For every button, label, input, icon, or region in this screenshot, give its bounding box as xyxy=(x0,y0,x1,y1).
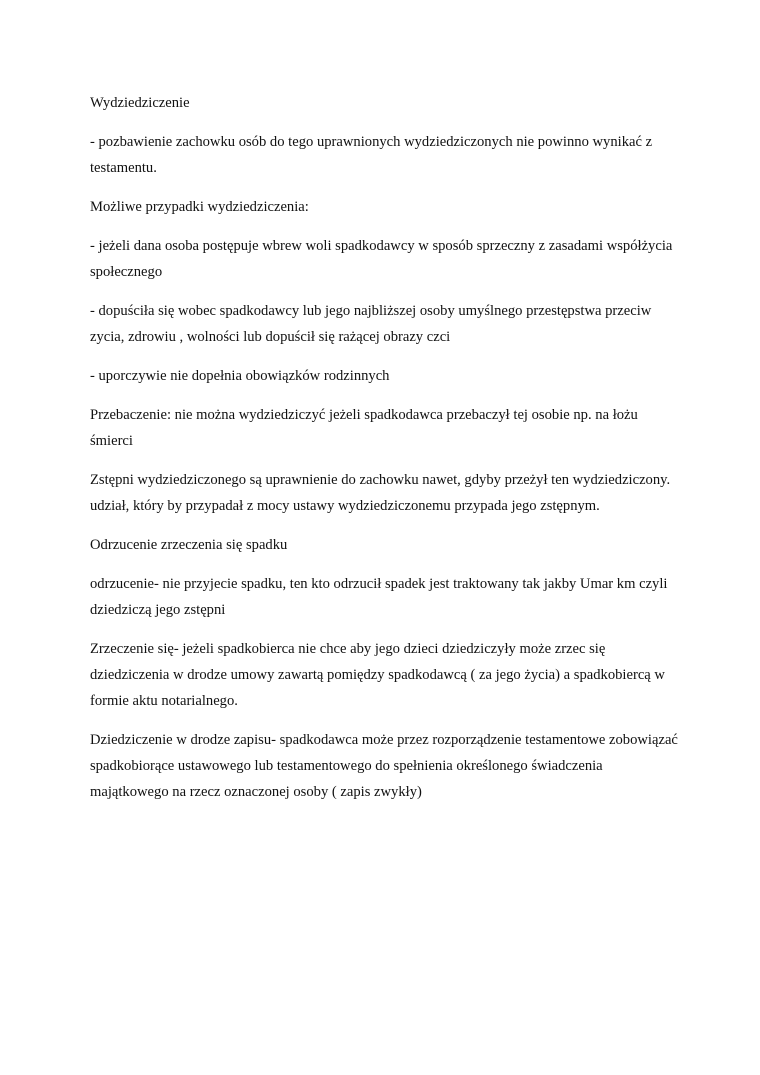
document-title: Wydziedziczenie xyxy=(90,95,190,111)
paragraph-case-1: - jeżeli dana osoba postępuje wbrew woli spadkodawcy w sposób sprzeczny z zasadami współżycia społecznego xyxy=(90,238,673,280)
paragraph-definition: - pozbawienie zachowku osób do tego uprawnionych wydziedziczonych nie powinno wynikać z testamentu. xyxy=(90,134,653,176)
paragraph-renunciation: Zrzeczenie się- jeżeli spadkobierca nie chce aby jego dzieci dziedziczyły może zrzec się dziedziczenia w drodze umowy zawartą pomiędzy spadkodawcą ( za jego życia) a spadkobiercą w formie aktu notarialnego. xyxy=(90,641,665,709)
paragraph-rejection: odrzucenie- nie przyjecie spadku, ten kto odrzucił spadek jest traktowany tak jakby Umar km czyli dziedziczą jego zstępni xyxy=(90,576,668,618)
document-body xyxy=(90,90,680,818)
paragraph-cases-heading: Możliwe przypadki wydziedziczenia: xyxy=(90,199,309,215)
paragraph-renunciation-heading: Odrzucenie zrzeczenia się spadku xyxy=(90,537,288,553)
paragraph-case-3: - uporczywie nie dopełnia obowiązków rodzinnych xyxy=(90,368,390,384)
paragraph-descendants: Zstępni wydziedziczonego są uprawnienie do zachowku nawet, gdyby przeżył ten wydziedziczony. udział, który by przypadał z mocy ustawy wydziedziczonemu przypada jego zstępnym. xyxy=(90,472,671,514)
paragraph-legacy: Dziedziczenie w drodze zapisu- spadkodawca może przez rozporządzenie testamentowe zobowiązać spadkobiorące ustawowego lub testamentowego do spełnienia określonego świadczenia majątkowego na rzecz oznaczonej osoby ( zapis zwykły) xyxy=(90,732,678,800)
paragraph-forgiveness: Przebaczenie: nie można wydziedziczyć jeżeli spadkodawca przebaczył tej osobie np. na łożu śmierci xyxy=(90,407,638,449)
paragraph-case-2: - dopuściła się wobec spadkodawcy lub jego najbliższej osoby umyślnego przestępstwa przeciw zycia, zdrowiu , wolności lub dopuścił się rażącej obrazy czci xyxy=(90,303,652,345)
